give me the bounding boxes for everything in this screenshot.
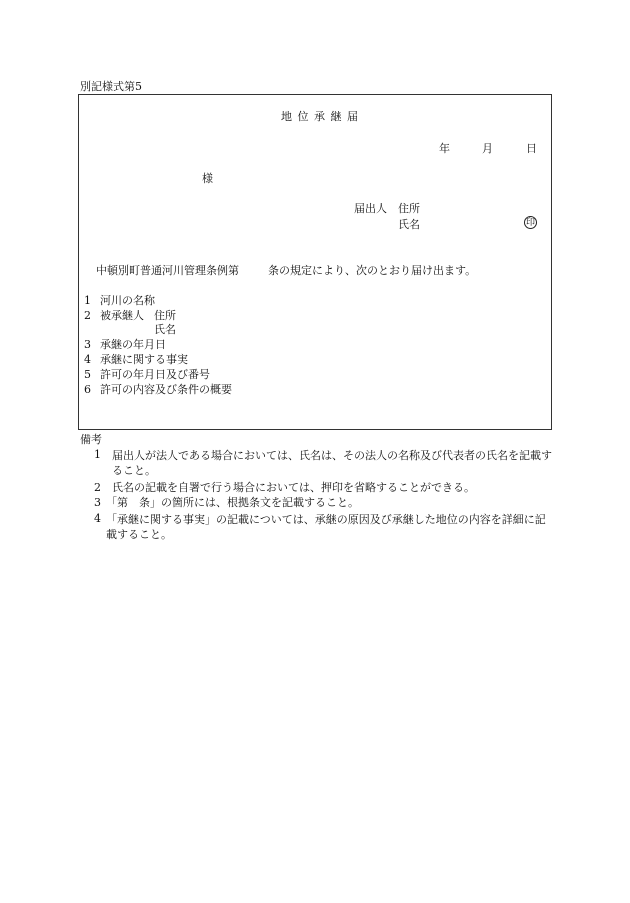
note-1-text: 届出人が法人である場合においては、氏名は、その法人の名称及び代表者の氏名を記載すること。 <box>112 449 552 477</box>
item-1-text: 河川の名称 <box>100 294 155 307</box>
date-year: 年 <box>439 142 450 155</box>
item-1-num: 1 <box>84 294 91 307</box>
applicant-name-label: 氏名 <box>398 218 420 231</box>
note-2-num: 2 <box>94 481 101 494</box>
form-label: 別記様式第5 <box>80 80 142 93</box>
item-4-num: 4 <box>84 353 91 366</box>
form-title: 地 位 承 継 届 <box>281 110 359 123</box>
item-5-num: 5 <box>84 368 91 381</box>
item-3-text: 承継の年月日 <box>100 338 166 351</box>
note-1-num: 1 <box>94 448 101 461</box>
note-4-num: 4 <box>94 512 101 525</box>
item-4-text: 承継に関する事実 <box>100 353 188 366</box>
statement-suffix: 条の規定により、次のとおり届け出ます。 <box>268 264 477 277</box>
item-3-num: 3 <box>84 338 91 351</box>
note-3-text: 「第 条」の箇所には、根拠条文を記載すること。 <box>106 496 359 509</box>
remarks-heading: 備考 <box>80 433 102 446</box>
applicant-label: 届出人 <box>354 202 387 215</box>
item-2-num: 2 <box>84 309 91 322</box>
item-6-num: 6 <box>84 383 91 396</box>
seal-mark: 印 <box>525 218 535 228</box>
item-2-text: 被承継人 <box>100 309 144 322</box>
date-month: 月 <box>482 142 493 155</box>
applicant-address-label: 住所 <box>398 202 420 215</box>
note-3-num: 3 <box>94 496 101 509</box>
statement-prefix: 中頓別町普通河川管理条例第 <box>96 264 239 277</box>
addressee-suffix: 様 <box>202 172 213 185</box>
date-day: 日 <box>526 142 537 155</box>
note-4-text: 「承継に関する事実」の記載については、承継の原因及び承継した地位の内容を詳細に記載すること。 <box>106 513 546 541</box>
item-6-text: 許可の内容及び条件の概要 <box>100 383 232 396</box>
note-2-text: 氏名の記載を自署で行う場合においては、押印を省略することができる。 <box>112 481 475 494</box>
item-2-address-label: 住所 <box>154 309 176 322</box>
item-2-name-label: 氏名 <box>154 323 176 336</box>
item-5-text: 許可の年月日及び番号 <box>100 368 210 381</box>
